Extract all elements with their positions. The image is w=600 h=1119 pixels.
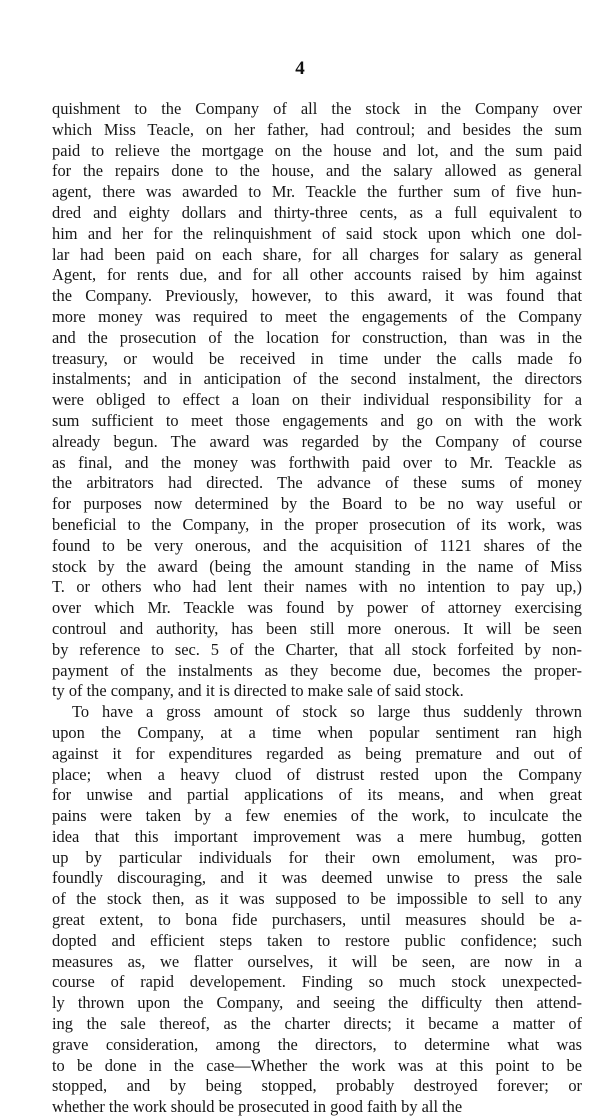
text-line: ty of the company, and it is directed to make sale of said stock. — [52, 681, 464, 701]
page-number: 4 — [295, 58, 305, 79]
text-line: instalments; and in anticipation of the second instalment, the directors — [52, 369, 582, 389]
text-line: payment of the instalments as they become due, becomes the proper- — [52, 660, 582, 680]
text-line: course of rapid developement. Finding so much stock unexpected- — [52, 972, 582, 992]
text-line: treasury, or would be received in time under the calls made fo — [52, 348, 582, 368]
text-line: by reference to sec. 5 of the Charter, that all stock forfeited by non- — [52, 639, 582, 659]
text-line: up by particular individuals for their own emolument, was pro- — [52, 847, 582, 867]
text-line: sum sufficient to meet those engagements and go on with the work — [52, 410, 582, 430]
text-line: the Company. Previously, however, to this award, it was found that — [52, 286, 582, 306]
text-line: over which Mr. Teackle was found by power of attorney exercising — [52, 598, 582, 618]
text-line: dred and eighty dollars and thirty-three cents, as a full equivalent to — [52, 202, 582, 222]
text-line: lar had been paid on each share, for all charges for salary as general — [52, 244, 582, 264]
text-line: controul and authority, has been still more onerous. It will be seen — [52, 618, 582, 638]
text-line: pains were taken by a few enemies of the work, to inculcate the — [52, 806, 582, 826]
text-line: for the repairs done to the house, and the salary allowed as general — [52, 161, 582, 181]
text-line: for purposes now determined by the Board to be no way useful or — [52, 494, 582, 514]
text-line: and the prosecution of the location for construction, than was in the — [52, 327, 582, 347]
text-line: idea that this important improvement was a mere humbug, gotten — [52, 826, 582, 846]
text-line: whether the work should be prosecuted in good faith by all the — [52, 1097, 463, 1117]
text-line: T. or others who had lent their names with no intention to pay up,) — [52, 577, 582, 597]
text-line: as final, and the money was forthwith paid over to Mr. Teackle as — [52, 452, 582, 472]
text-line: foundly discouraging, and it was deemed unwise to press the sale — [52, 868, 582, 888]
text-line: the arbitrators had directed. The advance of these sums of money — [52, 473, 582, 493]
text-line: measures as, we flatter ourselves, it will be seen, are now in a — [52, 951, 582, 971]
text-line: stock by the award (being the amount standing in the name of Miss — [52, 556, 582, 576]
text-line: upon the Company, at a time when popular sentiment ran high — [52, 722, 582, 742]
body-text — [52, 99, 582, 1118]
text-line: ing the sale thereof, as the charter directs; it became a matter of — [52, 1014, 582, 1034]
text-line: agent, there was awarded to Mr. Teackle the further sum of five hun- — [52, 182, 582, 202]
text-line: to be done in the case—Whether the work was at this point to be — [52, 1055, 582, 1075]
text-line: grave consideration, among the directors, to determine what was — [52, 1034, 582, 1054]
text-line: quishment to the Company of all the stock in the Company over — [52, 99, 582, 118]
text-line: dopted and efficient steps taken to restore public confidence; such — [52, 930, 582, 950]
text-line: of the stock then, as it was supposed to be impossible to sell to any — [52, 889, 582, 909]
text-line: him and her for the relinquishment of said stock upon which one dol- — [52, 223, 582, 243]
text-line: great extent, to bona fide purchasers, until measures should be a- — [52, 910, 582, 930]
text-line: for unwise and partial applications of its means, and when great — [52, 785, 582, 805]
text-line: found to be very onerous, and the acquisition of 1121 shares of the — [52, 535, 582, 555]
text-line: more money was required to meet the engagements of the Company — [52, 306, 582, 326]
text-line: ly thrown upon the Company, and seeing the difficulty then attend- — [52, 993, 582, 1013]
text-line: place; when a heavy cluod of distrust rested upon the Company — [52, 764, 582, 784]
text-line: which Miss Teacle, on her father, had controul; and besides the sum — [52, 119, 582, 139]
text-line: beneficial to the Company, in the proper prosecution of its work, was — [52, 514, 582, 534]
text-line: already begun. The award was regarded by the Company of course — [52, 431, 582, 451]
text-line: against it for expenditures regarded as being premature and out of — [52, 743, 582, 763]
text-line: stopped, and by being stopped, probably destroyed forever; or — [52, 1076, 582, 1096]
text-line: paid to relieve the mortgage on the house and lot, and the sum paid — [52, 140, 582, 160]
text-line: To have a gross amount of stock so large thus suddenly thrown — [72, 702, 582, 722]
text-line: Agent, for rents due, and for all other accounts raised by him against — [52, 265, 582, 285]
text-line: were obliged to effect a loan on their individual responsibility for a — [52, 390, 582, 410]
